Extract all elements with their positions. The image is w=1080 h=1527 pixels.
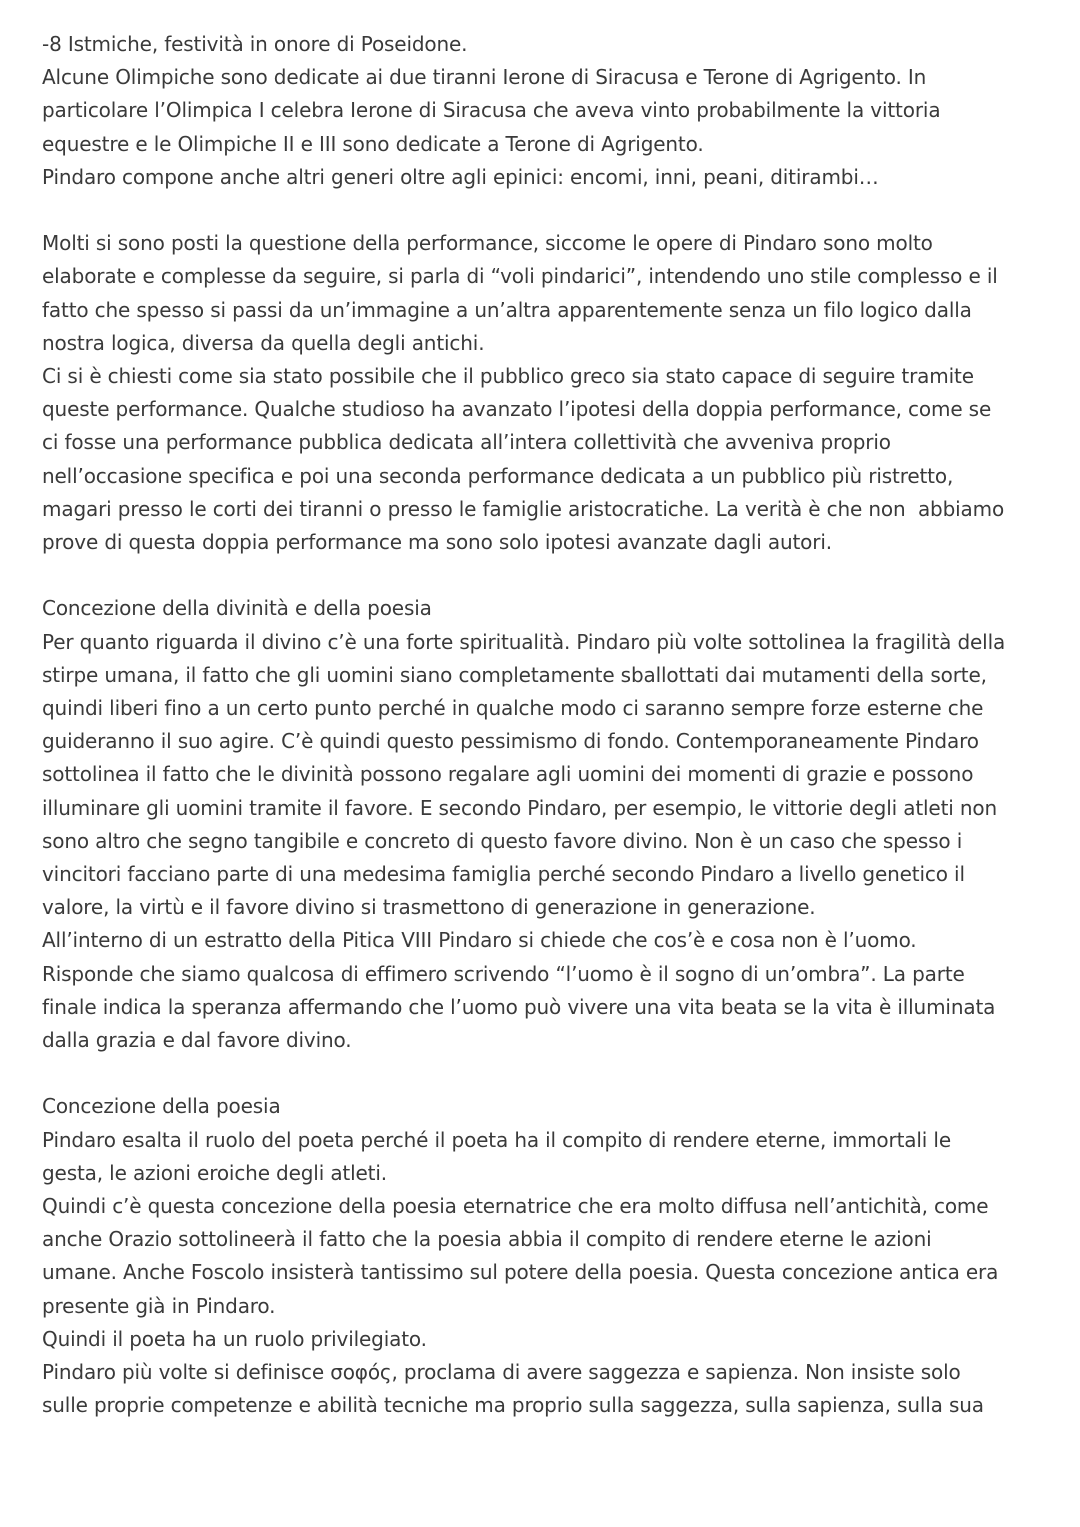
- text-line: queste performance. Qualche studioso ha avanzato l’ipotesi della doppia performance, come se: [42, 397, 992, 422]
- text-line: fatto che spesso si passi da un’immagine a un’altra apparentemente senza un filo logico dalla: [42, 297, 972, 322]
- text-line: presente già in Pindaro.: [42, 1293, 276, 1318]
- text-line: particolare l’Olimpica I celebra Ierone di Siracusa che aveva vinto probabilmente la vittoria: [42, 98, 941, 123]
- text-line: Pindaro più volte si definisce σοφός, proclama di avere saggezza e sapienza. Non insiste solo: [42, 1360, 961, 1385]
- text-line: sottolinea il fatto che le divinità possono regalare agli uomini dei momenti di grazie e possono: [42, 762, 974, 787]
- document-page: [42, 28, 1052, 1422]
- text-line: nostra logica, diversa da quella degli antichi.: [42, 330, 485, 355]
- text-line: elaborate e complesse da seguire, si parla di “voli pindarici”, intendendo uno stile complesso e il: [42, 264, 998, 289]
- section-heading: Concezione della divinità e della poesia: [42, 596, 432, 621]
- text-line: prove di questa doppia performance ma sono solo ipotesi avanzate dagli autori.: [42, 530, 832, 555]
- text-line: Pindaro compone anche altri generi oltre agli epinici: encomi, inni, peani, ditirambi…: [42, 164, 879, 189]
- text-line: stirpe umana, il fatto che gli uomini siano completamente sballottati dai mutamenti della sorte,: [42, 662, 987, 687]
- text-line: nell’occasione specifica e poi una seconda performance dedicata a un pubblico più ristretto,: [42, 463, 954, 488]
- text-line: valore, la virtù e il favore divino si trasmettono di generazione in generazione.: [42, 895, 816, 920]
- text-line: guideranno il suo agire. C’è quindi questo pessimismo di fondo. Contemporaneamente Pindaro: [42, 729, 979, 754]
- text-line: Quindi il poeta ha un ruolo privilegiato.: [42, 1326, 427, 1351]
- text-line: Alcune Olimpiche sono dedicate ai due tiranni Ierone di Siracusa e Terone di Agrigento. In: [42, 65, 927, 90]
- text-line: vincitori facciano parte di una medesima famiglia perché secondo Pindaro a livello genetico il: [42, 862, 965, 887]
- text-line: Pindaro esalta il ruolo del poeta perché il poeta ha il compito di rendere eterne, immortali le: [42, 1127, 951, 1152]
- paragraph-games: [42, 28, 1052, 194]
- section-poetry: [42, 1090, 1052, 1422]
- text-line: gesta, le azioni eroiche degli atleti.: [42, 1160, 387, 1185]
- text-line: Quindi c’è questa concezione della poesia eternatrice che era molto diffusa nell’antichità, come: [42, 1194, 989, 1219]
- text-line: illuminare gli uomini tramite il favore. E secondo Pindaro, per esempio, le vittorie degli atleti non: [42, 795, 998, 820]
- text-line: finale indica la speranza affermando che l’uomo può vivere una vita beata se la vita è illuminata: [42, 994, 996, 1019]
- text-line: Per quanto riguarda il divino c’è una forte spiritualità. Pindaro più volte sottolinea la fragilità della: [42, 629, 1006, 654]
- text-line: All’interno di un estratto della Pitica VIII Pindaro si chiede che cos’è e cosa non è l’uomo.: [42, 928, 917, 953]
- text-line: anche Orazio sottolineerà il fatto che la poesia abbia il compito di rendere eterne le azioni: [42, 1227, 932, 1252]
- text-line: quindi liberi fino a un certo punto perché in qualche modo ci saranno sempre forze esterne che: [42, 696, 984, 721]
- text-line: ci fosse una performance pubblica dedicata all’intera collettività che avveniva proprio: [42, 430, 891, 455]
- text-line: sulle proprie competenze e abilità tecniche ma proprio sulla saggezza, sulla sapienza, sulla sua: [42, 1393, 984, 1418]
- paragraph-performance: [42, 227, 1052, 559]
- text-line: Ci si è chiesti come sia stato possibile che il pubblico greco sia stato capace di seguire tramite: [42, 364, 974, 389]
- text-line: dalla grazia e dal favore divino.: [42, 1028, 352, 1053]
- section-heading: Concezione della poesia: [42, 1094, 281, 1119]
- text-line: Risponde che siamo qualcosa di effimero scrivendo “l’uomo è il sogno di un’ombra”. La parte: [42, 961, 965, 986]
- text-line: -8 Istmiche, festività in onore di Poseidone.: [42, 32, 468, 56]
- text-line: magari presso le corti dei tiranni o presso le famiglie aristocratiche. La verità è che non abbiamo: [42, 496, 1005, 521]
- text-line: Molti si sono posti la questione della performance, siccome le opere di Pindaro sono molto: [42, 231, 933, 256]
- text-line: sono altro che segno tangibile e concreto di questo favore divino. Non è un caso che spesso i: [42, 828, 963, 853]
- text-line: equestre e le Olimpiche II e III sono dedicate a Terone di Agrigento.: [42, 131, 704, 156]
- text-line: umane. Anche Foscolo insisterà tantissimo sul potere della poesia. Questa concezione antica era: [42, 1260, 999, 1285]
- section-divinity-and-poetry: [42, 592, 1052, 1057]
